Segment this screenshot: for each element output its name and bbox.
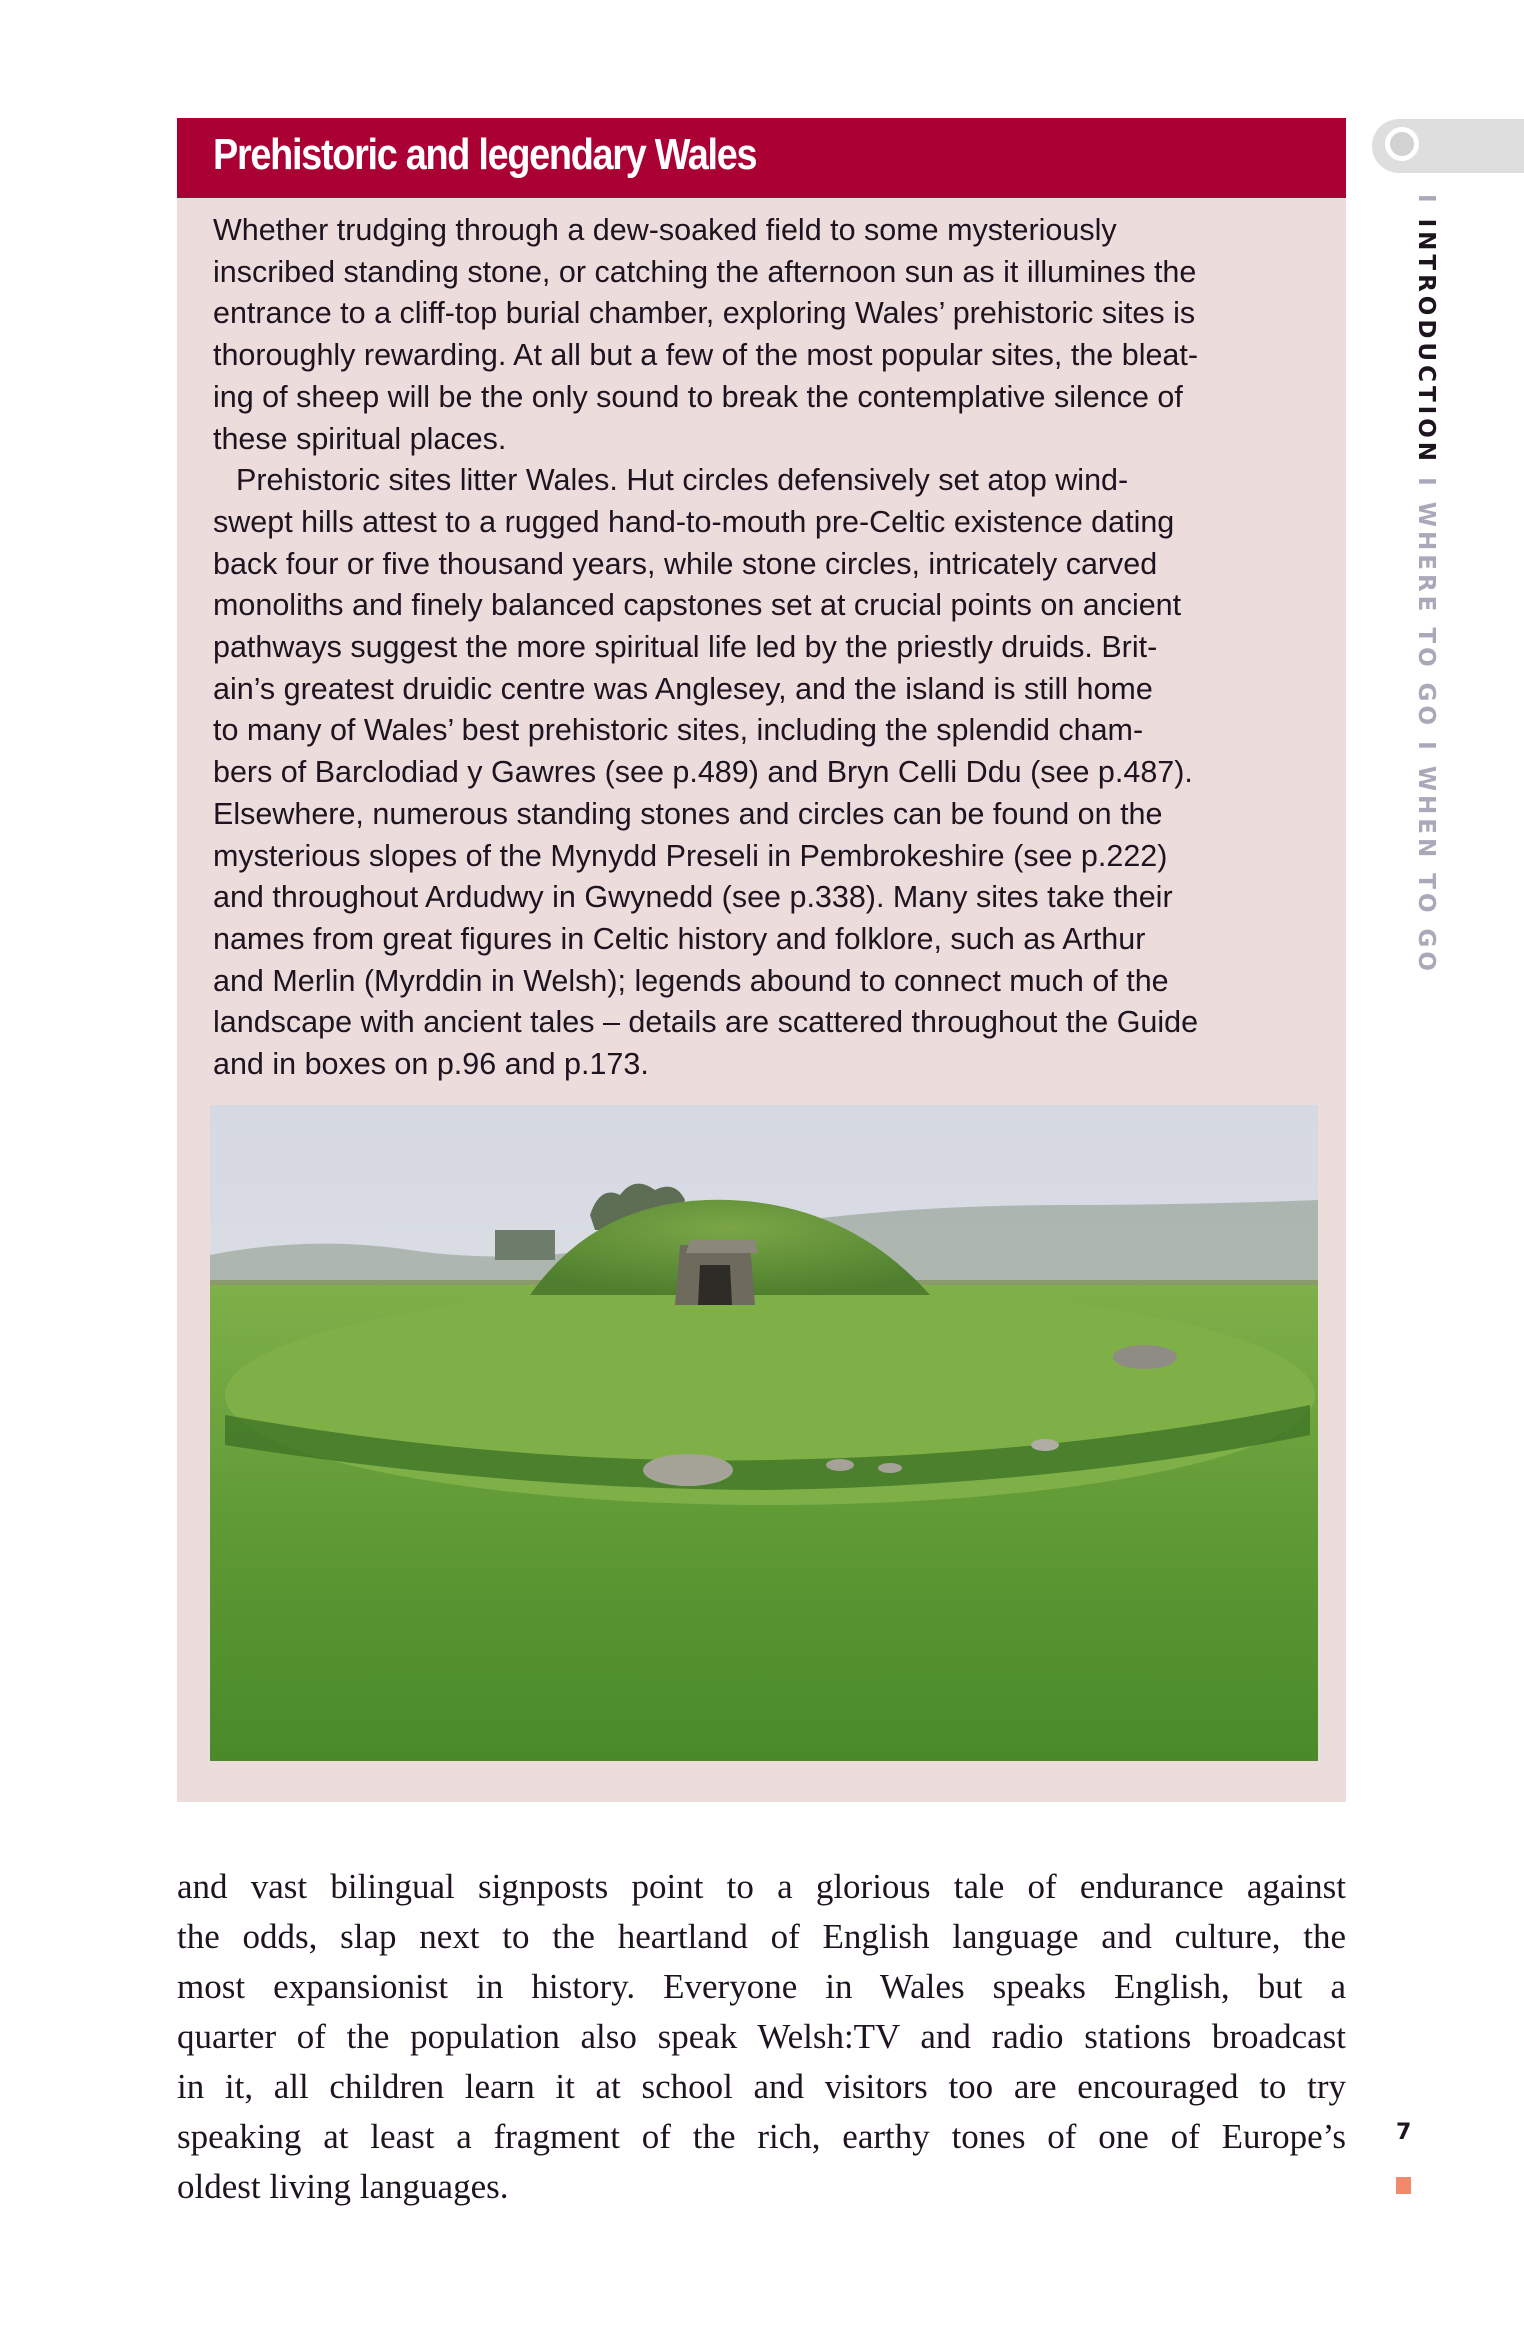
text-line: pathways suggest the more spiritual life led by the priestly druids. Brit-	[213, 630, 1158, 665]
text-line: in it, all children learn it at school and visitors too are encouraged to try	[177, 2067, 1346, 2106]
nav-item-where-to-go[interactable]: WHERE TO GO	[1413, 501, 1439, 730]
text-line: back four or five thousand years, while stone circles, intricately carved	[213, 546, 1158, 581]
paragraph-1	[213, 210, 1323, 460]
chapter-tab	[1372, 119, 1524, 173]
feature-body	[213, 210, 1323, 1086]
text-line: oldest living languages.	[177, 2167, 509, 2206]
text-line: thoroughly rewarding. At all but a few of the most popular sites, the bleat-	[213, 338, 1199, 373]
text-line: Prehistoric sites litter Wales. Hut circles defensively set atop wind-	[236, 463, 1129, 498]
text-line: inscribed standing stone, or catching the afternoon sun as it illumines the	[213, 254, 1197, 289]
feature-box	[177, 118, 1346, 1802]
text-line: landscape with ancient tales – details are scattered throughout the Guide	[213, 1005, 1199, 1040]
text-line: Elsewhere, numerous standing stones and circles can be found on the	[213, 796, 1163, 831]
main-text	[177, 1862, 1346, 2212]
text-line: entrance to a cliff-top burial chamber, exploring Wales’ prehistoric sites is	[213, 296, 1196, 331]
text-line: ing of sheep will be the only sound to break the contemplative silence of	[213, 379, 1183, 414]
text-line: Whether trudging through a dew-soaked field to some mysteriously	[213, 213, 1117, 247]
page-number: 7	[1396, 2120, 1412, 2145]
page-marker-square	[1396, 2177, 1411, 2194]
circle-marker-icon	[1385, 127, 1419, 161]
text-line: the odds, slap next to the heartland of English language and culture, the	[177, 1917, 1346, 1956]
text-line: ain’s greatest druidic centre was Anglesey, and the island is still home	[213, 671, 1153, 706]
text-line: to many of Wales’ best prehistoric sites, including the splendid cham-	[213, 713, 1144, 748]
paragraph-2	[213, 460, 1323, 1086]
nav-separator: I	[1413, 477, 1439, 490]
text-line: mysterious slopes of the Mynydd Preseli in Pembrokeshire (see p.222)	[213, 838, 1168, 873]
feature-title: Prehistoric and legendary Wales	[213, 130, 757, 179]
text-line: monoliths and finely balanced capstones set at crucial points on ancient	[213, 588, 1182, 623]
photo-illustration	[210, 1105, 1318, 1761]
nav-item-introduction[interactable]: INTRODUCTION	[1413, 218, 1439, 466]
nav-item-when-to-go[interactable]: WHEN TO GO	[1413, 765, 1439, 975]
text-line: names from great figures in Celtic history and folklore, such as Arthur	[213, 921, 1146, 956]
side-navigation	[1413, 194, 1439, 975]
feature-header	[177, 118, 1346, 198]
text-line: most expansionist in history. Everyone in Wales speaks English, but a	[177, 1967, 1346, 2006]
nav-separator: I	[1413, 741, 1439, 754]
text-line: and in boxes on p.96 and p.173.	[213, 1047, 649, 1082]
text-line: these spiritual places.	[213, 421, 507, 456]
text-line: and throughout Ardudwy in Gwynedd (see p.338). Many sites take their	[213, 880, 1173, 915]
text-line: quarter of the population also speak Welsh:TV and radio stations broadcast	[177, 2017, 1346, 2056]
burial-mound-photo	[210, 1105, 1318, 1761]
text-line: bers of Barclodiad y Gawres (see p.489) and Bryn Celli Ddu (see p.487).	[213, 755, 1193, 790]
text-line: and vast bilingual signposts point to a glorious tale of endurance against	[177, 1867, 1346, 1906]
nav-separator: I	[1413, 194, 1439, 207]
text-line: swept hills attest to a rugged hand-to-mouth pre-Celtic existence dating	[213, 504, 1175, 539]
text-line: speaking at least a fragment of the rich, earthy tones of one of Europe’s	[177, 2117, 1346, 2156]
text-line: and Merlin (Myrddin in Welsh); legends abound to connect much of the	[213, 963, 1169, 998]
